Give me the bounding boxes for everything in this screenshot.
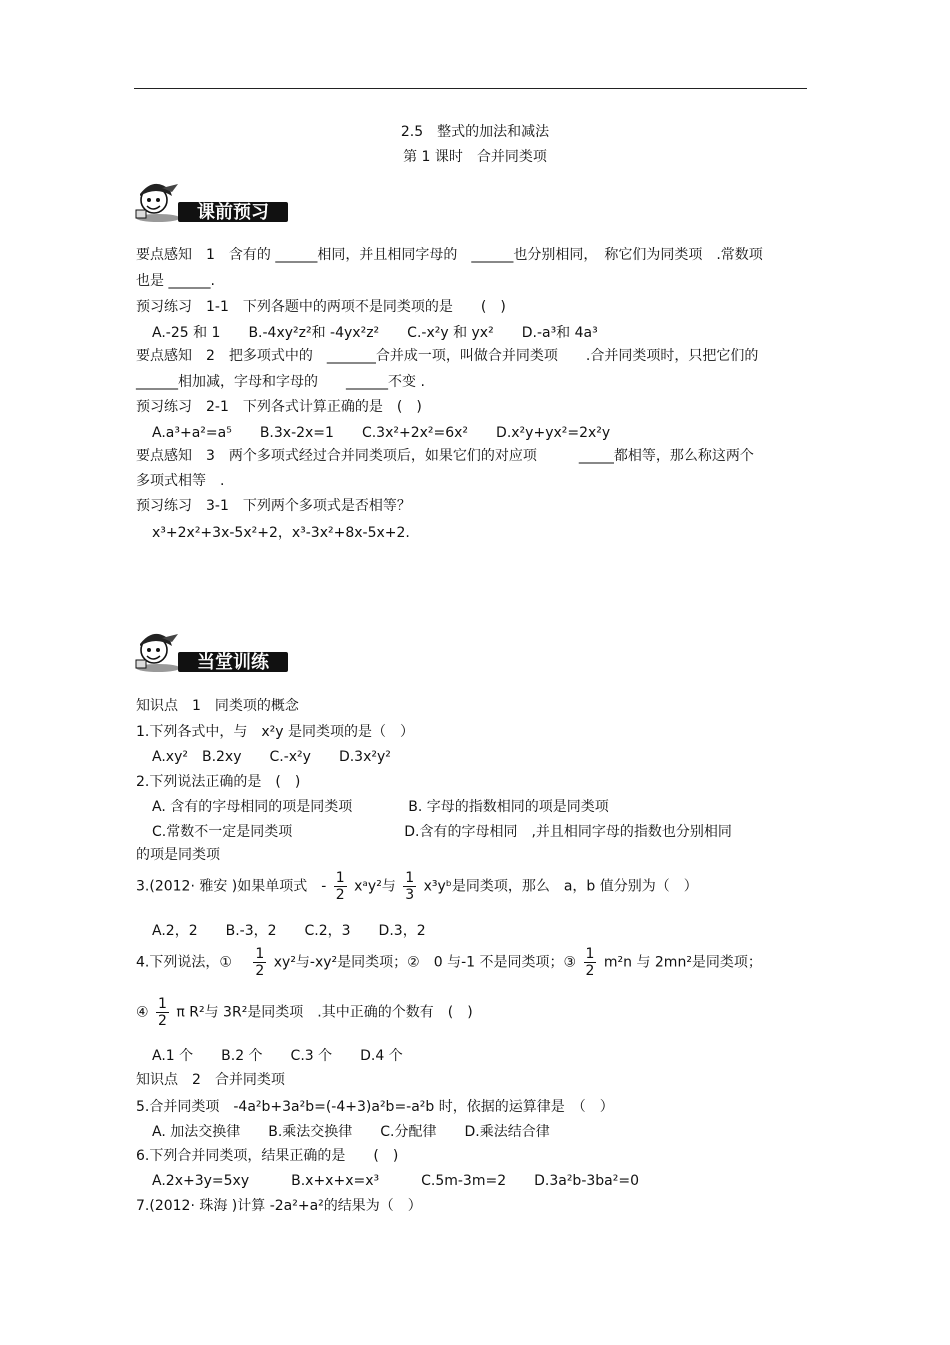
page-subtitle: 第 1 课时 合并同类项 — [403, 149, 547, 165]
question-3-options: A.2，2 B.-3，2 C.2，3 D.3，2 — [152, 923, 426, 939]
fraction: $\frac{1}{2}$ — [255, 946, 265, 979]
fraction: $\frac{1}{3}$ — [405, 870, 415, 903]
cartoon-boy-icon — [136, 184, 180, 222]
fraction: $\frac{1}{2}$ — [335, 870, 345, 903]
knowledge-point-1: 知识点 1 同类项的概念 — [136, 698, 299, 714]
question-2-options-ab: A. 含有的字母相同的项是同类项 B. 字母的指数相同的项是同类项 — [152, 799, 609, 815]
question-2: 2.下列说法正确的是 ( ) — [136, 774, 301, 790]
question-4: 4.下列说法，① $\frac{1}{2}$ xy²与-xy²是同类项；② 0 与-1 不是同类项；③ $\frac{1}{2}$ m²n 与 2mn²是同类项； — [136, 946, 762, 979]
practice-3-1: 预习练习 3-1 下列两个多项式是否相等？ — [136, 498, 411, 514]
practice-1-1: 预习练习 1-1 下列各题中的两项不是同类项的是 ( ) — [136, 299, 506, 315]
section-banner-preview — [132, 178, 292, 226]
question-4-cont: ④ $\frac{1}{2}$ π R²与 3R²是同类项 .其中正确的个数有 ( ) — [136, 996, 473, 1029]
question-7: 7.(2012· 珠海 )计算 -2a²+a²的结果为（ ） — [136, 1198, 422, 1214]
question-3: 3.(2012· 雅安 )如果单项式 - $\frac{1}{2}$ xᵃy²与 $\frac{1}{3}$ x³yᵇ是同类项，那么 a，b 值分别为（ ） — [136, 870, 698, 903]
fraction: $\frac{1}{2}$ — [585, 946, 595, 979]
banner-label: 当堂训练 — [197, 652, 269, 673]
practice-2-1: 预习练习 2-1 下列各式计算正确的是 ( ) — [136, 399, 422, 415]
page-title: 2.5 整式的加法和减法 — [400, 124, 550, 140]
fraction: $\frac{1}{2}$ — [158, 996, 167, 1029]
question-2-options-cd: C.常数不一定是同类项 D.含有的字母相同 ,并且相同字母的指数也分别相同 — [152, 824, 732, 840]
header-rule — [134, 88, 807, 89]
section-banner-classroom — [132, 628, 292, 676]
practice-3-1-polynomials: x³+2x²+3x-5x²+2，x³-3x²+8x-5x+2. — [152, 525, 410, 541]
question-1-options: A.xy² B.2xy C.-x²y D.3x²y² — [152, 749, 391, 765]
question-4-options: A.1 个 B.2 个 C.3 个 D.4 个 — [152, 1048, 403, 1064]
key-point-2-cont: ______相加减，字母和字母的 ______不变 . — [136, 374, 425, 390]
practice-2-1-options: A.a³+a²=a⁵ B.3x-2x=1 C.3x²+2x²=6x² D.x²y+yx²=2x²y — [152, 425, 611, 441]
practice-1-1-options: A.-25 和 1 B.-4xy²z²和 -4yx²z² C.-x²y 和 yx² D.-a³和 4a³ — [152, 325, 598, 341]
question-1: 1.下列各式中，与 x²y 是同类项的是（ ） — [136, 724, 414, 740]
cartoon-boy-icon — [136, 634, 180, 672]
key-point-2: 要点感知 2 把多项式中的 _______合并成一项，叫做合并同类项 .合并同类项时，只把它们的 — [136, 348, 759, 364]
question-6: 6.下列合并同类项，结果正确的是 ( ) — [136, 1148, 399, 1164]
key-point-1-cont: 也是 ______. — [136, 273, 215, 289]
question-5: 5.合并同类项 -4a²b+3a²b=(-4+3)a²b=-a²b 时，依据的运算律是 （ ） — [136, 1099, 614, 1115]
key-point-1: 要点感知 1 含有的 ______相同，并且相同字母的 ______也分别相同， 称它们为同类项 .常数项 — [136, 247, 763, 263]
question-2-cont: 的项是同类项 — [136, 847, 220, 863]
banner-label: 课前预习 — [197, 202, 269, 223]
question-6-options: A.2x+3y=5xy B.x+x+x=x³ C.5m-3m=2 D.3a²b-3ba²=0 — [152, 1173, 639, 1189]
key-point-3-cont: 多项式相等 . — [136, 473, 225, 489]
key-point-3: 要点感知 3 两个多项式经过合并同类项后，如果它们的对应项 _____都相等，那么称这两个 — [136, 448, 754, 464]
knowledge-point-2: 知识点 2 合并同类项 — [136, 1072, 285, 1088]
question-5-options: A. 加法交换律 B.乘法交换律 C.分配律 D.乘法结合律 — [152, 1124, 550, 1140]
